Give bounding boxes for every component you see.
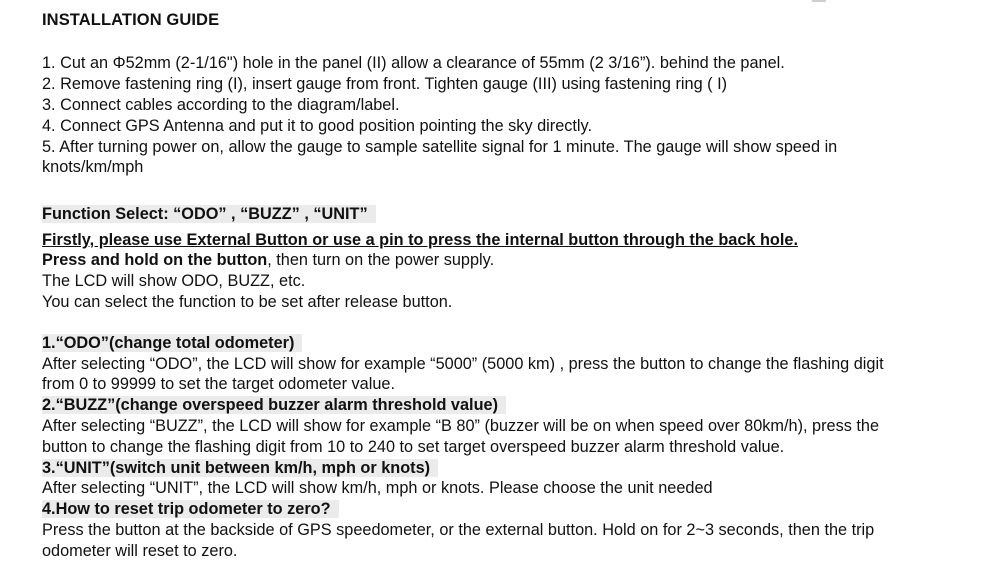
page-title: INSTALLATION GUIDE xyxy=(42,11,220,29)
reset-section-line-2: odometer will reset to zero. xyxy=(42,542,238,560)
buzz-section-line-2: button to change the flashing digit from 10 to 240 to set target overspeed buzzer alarm threshold value. xyxy=(42,438,785,456)
reset-section-line-1: Press the button at the backside of GPS speedometer, or the external button. Hold on for 2~3 seconds, then the trip xyxy=(42,521,875,539)
odo-heading-text: 1.“ODO”(change total odometer) xyxy=(42,334,302,352)
top-edge-mark xyxy=(812,0,826,2)
step-1: 1. Cut an Φ52mm (2-1/16") hole in the panel (II) allow a clearance of 55mm (2 3/16”). behind the panel. xyxy=(42,54,785,72)
function-select-release: You can select the function to be set after release button. xyxy=(42,293,453,311)
unit-heading-text: 3.“UNIT”(switch unit between km/h, mph or knots) xyxy=(42,459,438,477)
reset-heading-text: 4.How to reset trip odometer to zero? xyxy=(42,500,339,518)
function-select-instruction: Firstly, please use External Button or use a pin to press the internal button through the back hole. xyxy=(42,231,798,249)
function-select-heading-text: Function Select: “ODO” , “BUZZ” , “UNIT” xyxy=(42,205,376,223)
reset-section-heading xyxy=(42,499,339,519)
step-5-continued: knots/km/mph xyxy=(42,158,144,176)
unit-section-heading xyxy=(42,458,438,478)
odo-section-line-2: from 0 to 99999 to set the target odometer value. xyxy=(42,375,395,393)
unit-section-line-1: After selecting “UNIT”, the LCD will show km/h, mph or knots. Please choose the unit needed xyxy=(42,479,713,497)
step-3: 3. Connect cables according to the diagram/label. xyxy=(42,96,400,114)
function-select-heading xyxy=(42,204,376,224)
step-4: 4. Connect GPS Antenna and put it to good position pointing the sky directly. xyxy=(42,117,592,135)
buzz-heading-text: 2.“BUZZ”(change overspeed buzzer alarm threshold value) xyxy=(42,396,506,414)
function-select-lcd: The LCD will show ODO, BUZZ, etc. xyxy=(42,272,306,290)
function-select-press-line xyxy=(42,250,494,270)
step-2: 2. Remove fastening ring (I), insert gauge from front. Tighten gauge (III) using fastening ring ( I) xyxy=(42,75,728,93)
buzz-section-line-1: After selecting “BUZZ”, the LCD will show for example “B 80” (buzzer will be on when speed over 80km/h), press the xyxy=(42,417,880,435)
buzz-section-heading xyxy=(42,395,506,415)
odo-section-line-1: After selecting “ODO”, the LCD will show for example “5000” (5000 km) , press the button to change the flashing digit xyxy=(42,355,884,373)
press-hold-rest: , then turn on the power supply. xyxy=(267,251,495,269)
odo-section-heading xyxy=(42,333,302,353)
press-hold-bold: Press and hold on the button xyxy=(42,251,268,269)
step-5: 5. After turning power on, allow the gauge to sample satellite signal for 1 minute. The gauge will show speed in xyxy=(42,138,838,156)
